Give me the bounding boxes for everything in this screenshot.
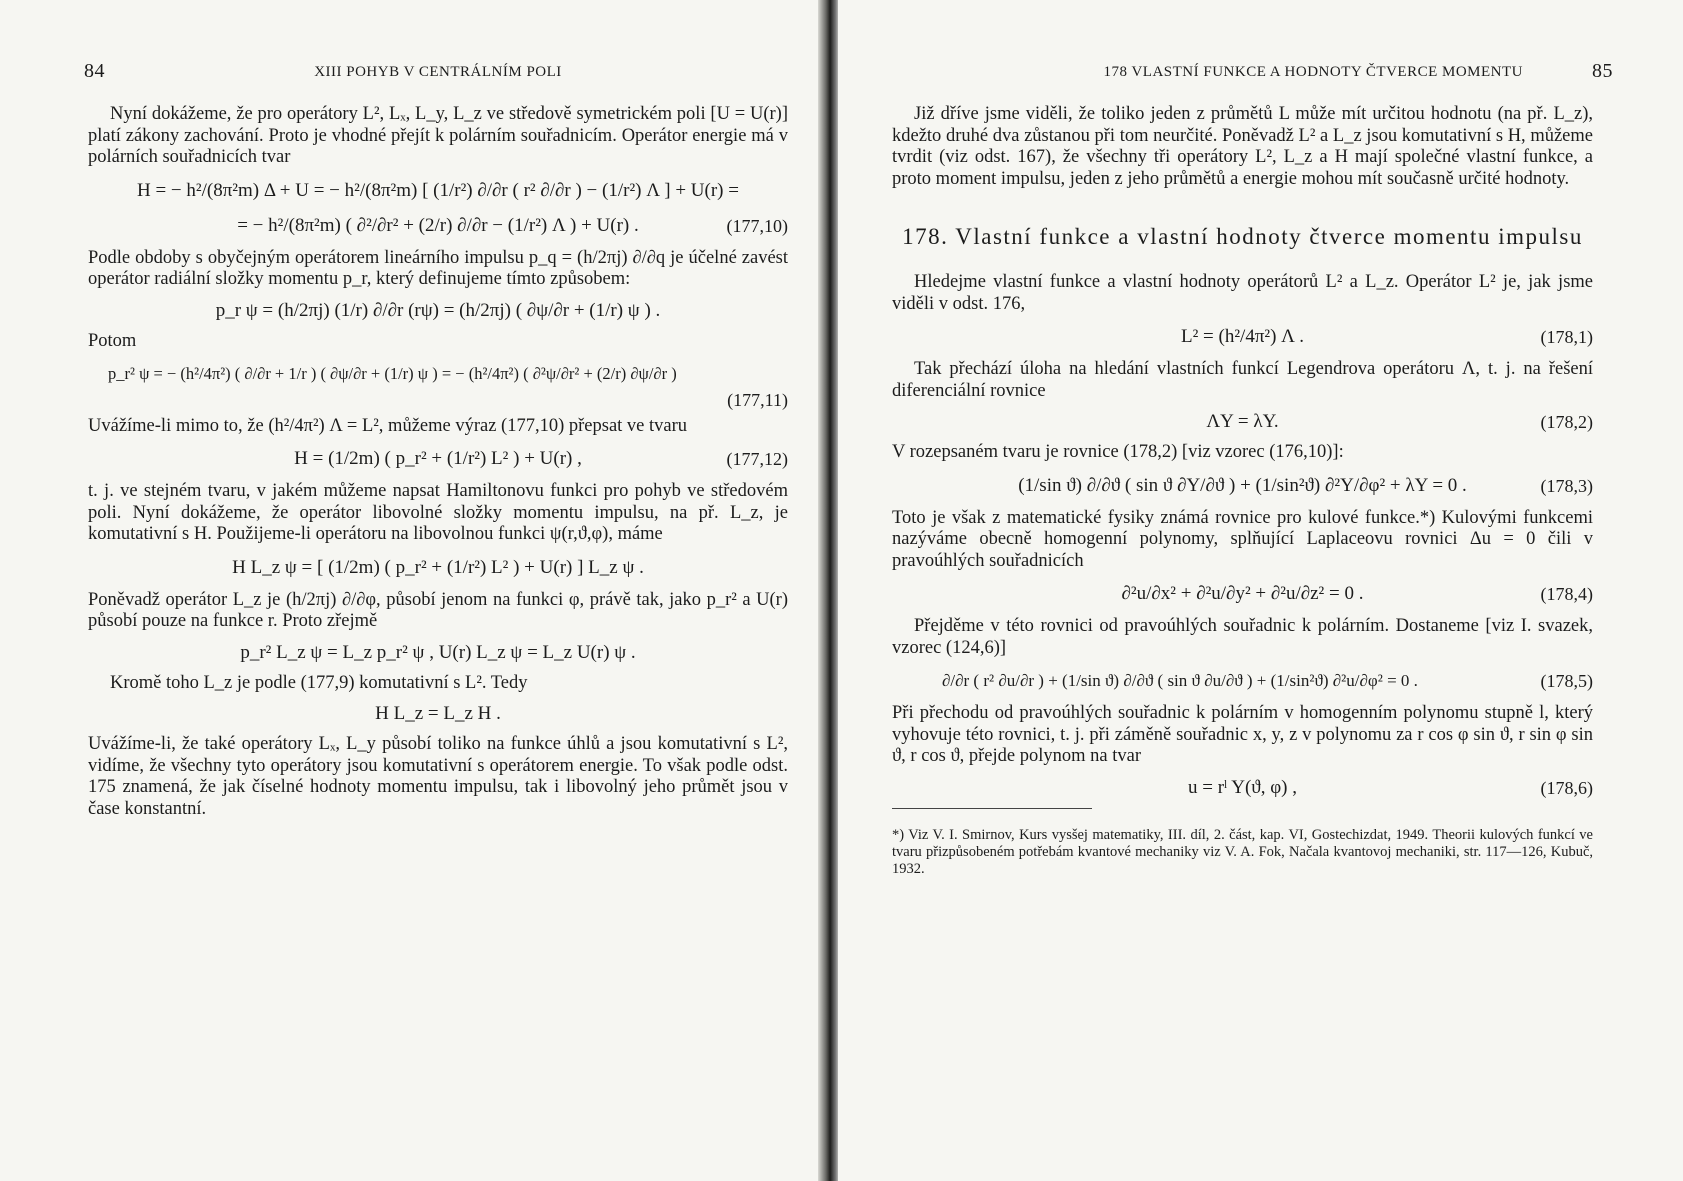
equation-text: u = rˡ Y(ϑ, φ) ,: [1188, 776, 1297, 798]
equation-text: H L_z ψ = [ (1/2m) ( p_r² + (1/r²) L² ) + U(r) ] L_z ψ .: [232, 556, 644, 578]
equation-radial-momentum: [88, 300, 788, 322]
equation-178-1: [892, 324, 1593, 350]
equation-number: (178,2): [1540, 412, 1593, 432]
equation-text: p_r² ψ = − (h²/4π²) ( ∂/∂r + 1/r ) ( ∂ψ/∂r + (1/r) ψ ) = − (h²/4π²) ( ∂²ψ/∂r² + (2/r) ∂ψ/∂r ): [108, 363, 677, 383]
equation-text: ∂/∂r ( r² ∂u/∂r ) + (1/sin ϑ) ∂/∂ϑ ( sin ϑ ∂u/∂ϑ ) + (1/sin²ϑ) ∂²u/∂φ² = 0 .: [942, 671, 1418, 690]
left-page-number: 84: [84, 60, 105, 82]
left-paragraph-1: Nyní dokážeme, že pro operátory L², Lₓ, L_y, L_z ve středově symetrickém poli [U = U(r)] platí zákony zachování. Proto je vhodné přejít k polárním souřadnicím. Operátor energie má v polárních souřadnicích tvar: [88, 104, 788, 167]
potom-label: Potom: [88, 330, 137, 351]
equation-178-6: [892, 777, 1593, 799]
equation-h-lz: [88, 555, 788, 581]
equation-number: (177,10): [726, 215, 788, 236]
right-paragraph-1: Již dříve jsme viděli, že toliko jeden z průmětů L může mít určitou hodnotu (na př. L_z), kdežto druhé dva zůstanou při tom neurčité. Poněvadž L² a L_z jsou komutativní s H, můžeme tvrdit (viz odst. 167), že všechny tři operátory L², L_z a H mají společné vlastní funkce, a proto moment impulsu, jeden z jeho průmětů a energie mohou mít současně určité hodnoty.: [892, 104, 1593, 189]
equation-178-3: [892, 473, 1593, 499]
footnote: *) Viz V. I. Smirnov, Kurs vysšej matematiky, III. díl, 2. část, kap. VI, Gostechizdat, 1949. Theorii kulových funkcí ve tvaru přizpůsobeném potřebám kvantové mechaniky viz V. A. Fok, Načala kvantovoj mechaniki, str. 117—126, Kubuč, 1932.: [892, 826, 1593, 877]
equation-number: (177,12): [726, 449, 788, 469]
left-paragraph-6: Kromě toho L_z je podle (177,9) komutativní s L². Tedy: [110, 672, 528, 693]
footnote-rule: [892, 808, 1092, 809]
section-heading-178: 178. Vlastní funkce a vlastní hodnoty čtverce momentu impulsu: [902, 224, 1583, 249]
equation-number: (178,6): [1540, 777, 1593, 798]
equation-177-10b: [88, 213, 788, 239]
equation-number: (177,11): [727, 389, 788, 410]
right-paragraph-4: V rozepsaném tvaru je rovnice (178,2) [viz vzorec (176,10)]:: [892, 442, 1344, 462]
equation-number: (178,4): [1540, 584, 1593, 604]
equation-text: H = − h²/(8π²m) Δ + U = − h²/(8π²m) [ (1/r²) ∂/∂r ( r² ∂/∂r ) − (1/r²) Λ ] + U(r) =: [137, 179, 739, 201]
left-running-title: XIII POHYB V CENTRÁLNÍM POLI: [314, 64, 562, 80]
right-paragraph-2: Hledejme vlastní funkce a vlastní hodnoty operátorů L² a L_z. Operátor L² je, jak jsme viděli v odst. 176,: [892, 272, 1593, 314]
equation-text: p_r ψ = (h/2πj) (1/r) ∂/∂r (rψ) = (h/2πj) ( ∂ψ/∂r + (1/r) ψ ) .: [215, 299, 661, 321]
right-page: [838, 0, 1683, 1181]
right-running-head: [892, 60, 1613, 86]
equation-hlz-lzh: [88, 703, 788, 725]
book-gutter: [818, 0, 840, 1181]
equation-text: ∂²u/∂x² + ∂²u/∂y² + ∂²u/∂z² = 0 .: [1121, 583, 1364, 604]
equation-178-4: [892, 581, 1593, 607]
equation-text: L² = (h²/4π²) Λ .: [1181, 326, 1304, 347]
equation-number: (178,1): [1540, 327, 1593, 347]
right-page-number: 85: [1592, 60, 1613, 82]
equation-text: H = (1/2m) ( p_r² + (1/r²) L² ) + U(r) ,: [294, 448, 582, 469]
equation-178-2: [892, 411, 1593, 433]
right-paragraph-3: Tak přechází úloha na hledání vlastních funkcí Legendrova operátoru Λ, t. j. na řešení diferenciální rovnice: [892, 359, 1593, 401]
equation-178-5: [892, 668, 1593, 694]
equation-number: (178,3): [1540, 475, 1593, 496]
right-paragraph-5: Toto je však z matematické fysiky známá rovnice pro kulové funkce.*) Kulovými funkcemi nazýváme obecně homogenní polynomy, splňující Laplaceovu rovnici Δu = 0 čili v pravoúhlých souřadnicích: [892, 507, 1593, 571]
left-running-head: [84, 60, 788, 86]
left-paragraph-2: Podle obdoby s obyčejným operátorem lineárního impulsu p_q = (h/2πj) ∂/∂q je účelné zavést operátor radiální složky momentu p_r, který definujeme tímto způsobem:: [88, 247, 788, 289]
left-paragraph-3: Uvážíme-li mimo to, že (h²/4π²) Λ = L², můžeme výraz (177,10) přepsat ve tvaru: [88, 415, 688, 436]
equation-177-10a: [88, 178, 788, 204]
equation-text: = − h²/(8π²m) ( ∂²/∂r² + (2/r) ∂/∂r − (1/r²) Λ ) + U(r) .: [237, 214, 639, 236]
left-paragraph-4: t. j. ve stejném tvaru, v jakém můžeme napsat Hamiltonovu funkci pro pohyb ve středovém poli. Nyní dokážeme, že operátor libovolné složky momentu impulsu, na př. L_z, je komutativní s H. Použijeme-li operátoru na libovolnou funkci ψ(r,ϑ,φ), máme: [88, 481, 788, 544]
equation-177-11: [88, 361, 788, 410]
equation-text: H L_z = L_z H .: [375, 703, 501, 724]
left-paragraph-5: Poněvadž operátor L_z je (h/2πj) ∂/∂φ, působí jenom na funkci φ, právě tak, jako p_r² a U(r) působí pouze na funkce r. Proto zřejmě: [88, 589, 788, 631]
equation-number: (178,5): [1540, 671, 1593, 691]
left-page: [0, 0, 828, 1181]
equation-text: (1/sin ϑ) ∂/∂ϑ ( sin ϑ ∂Y/∂ϑ ) + (1/sin²ϑ) ∂²Y/∂φ² + λY = 0 .: [1018, 474, 1467, 496]
right-running-title: 178 VLASTNÍ FUNKCE A HODNOTY ČTVERCE MOMENTU: [1103, 64, 1523, 80]
equation-text: ΛY = λY.: [1206, 411, 1279, 432]
equation-text: p_r² L_z ψ = L_z p_r² ψ , U(r) L_z ψ = L_z U(r) ψ .: [240, 641, 636, 663]
equation-commutation: [88, 642, 788, 664]
left-paragraph-7: Uvážíme-li, že také operátory Lₓ, L_y působí toliko na funkce úhlů a jsou komutativní s L², vidíme, že všechny tyto operátory jsou komutativní s operátorem energie. To však podle odst. 175 znamená, že jak číselné hodnoty momentu impulsu, tak i libovolný jeho průmět jsou v čase konstantní.: [88, 734, 788, 819]
right-paragraph-7: Při přechodu od pravoúhlých souřadnic k polárním v homogenním polynomu stupně l, který vyhovuje této rovnici, t. j. při záměně souřadnic x, y, z v polynomu za r cos φ sin ϑ, r sin φ sin ϑ, r cos ϑ, přejde polynom na tvar: [892, 703, 1593, 766]
equation-177-12: [88, 446, 788, 472]
right-paragraph-6: Přejděme v této rovnici od pravoúhlých souřadnic k polárním. Dostaneme [viz I. svazek, vzorec (124,6)]: [892, 616, 1593, 658]
